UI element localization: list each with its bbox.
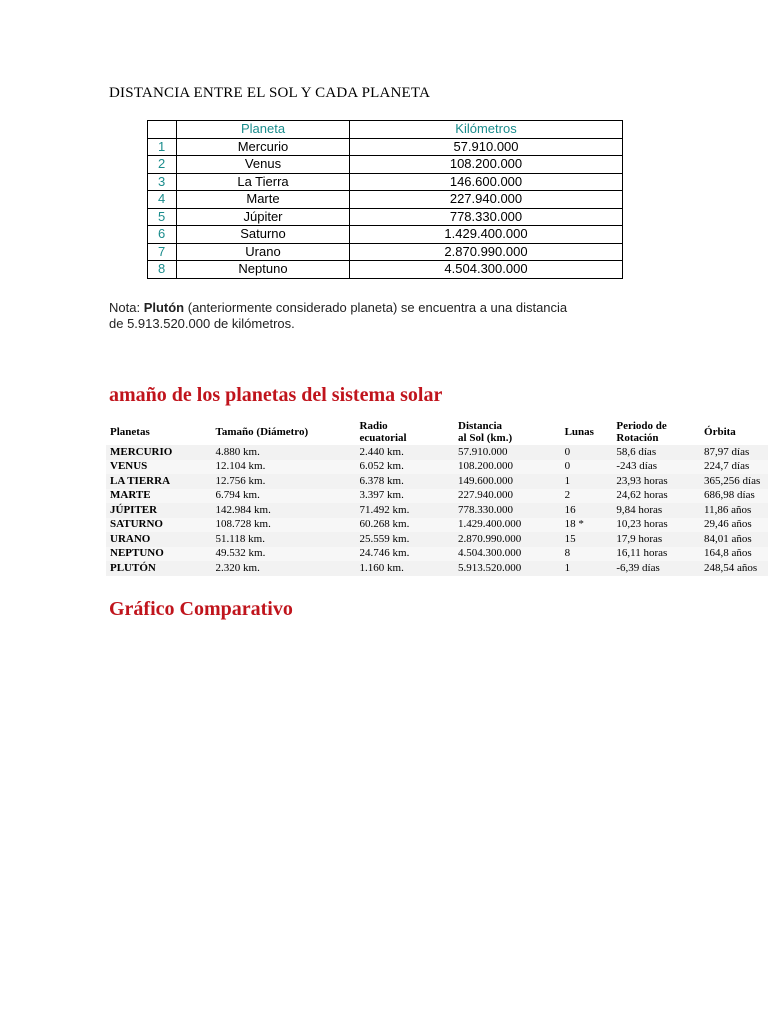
row-number: 3 (148, 173, 177, 191)
planet-orbit: 686,98 días (704, 489, 755, 502)
planet-name: PLUTÓN (110, 561, 156, 574)
planet-name: MERCURIO (110, 445, 173, 458)
planet-name: Neptuno (177, 261, 350, 279)
table-row (106, 532, 768, 547)
planet-orbit: 248,54 años (704, 561, 758, 574)
chart-section-heading: Gráfico Comparativo (109, 598, 293, 620)
planet-moons: 15 (564, 532, 576, 545)
row-number: 5 (148, 208, 177, 226)
planet-rotation: -6,39 días (616, 561, 660, 574)
planet-moons: 1 (564, 474, 571, 487)
header-periodo-line2: Rotación (616, 431, 659, 444)
header-kilometros: Kilómetros (350, 121, 623, 139)
table-row (148, 261, 623, 279)
row-number: 7 (148, 243, 177, 261)
header-radio-line1: Radio (359, 419, 388, 432)
planet-rotation: 9,84 horas (616, 503, 663, 516)
table-row (148, 208, 623, 226)
header-distancia (454, 418, 561, 445)
planet-distance: 227.940.000 (350, 191, 623, 209)
planet-distance: 108.200.000 (350, 156, 623, 174)
table-row (148, 226, 623, 244)
row-number: 1 (148, 138, 177, 156)
planet-size: 12.104 km. (215, 460, 266, 473)
planet-name: SATURNO (110, 518, 163, 531)
planet-orbit: 87,97 días (704, 445, 750, 458)
planet-radius: 1.160 km. (359, 561, 404, 574)
planet-size: 2.320 km. (215, 561, 260, 574)
table-row (106, 474, 768, 489)
planet-distance: 227.940.000 (458, 489, 514, 502)
planet-rotation: 10,23 horas (616, 518, 668, 531)
table-row (106, 460, 768, 475)
planet-name: Mercurio (177, 138, 350, 156)
planet-name: Júpiter (177, 208, 350, 226)
pluto-note (109, 300, 629, 332)
planet-moons: 2 (564, 489, 571, 502)
distance-table (147, 120, 623, 279)
planet-moons: 18 * (564, 518, 584, 531)
table-row (106, 445, 768, 460)
planet-distance: 4.504.300.000 (458, 547, 522, 560)
size-section-heading: amaño de los planetas del sistema solar (109, 384, 443, 406)
table-row (106, 547, 768, 562)
table-row (148, 173, 623, 191)
planet-orbit: 11,86 años (704, 503, 752, 516)
planet-radius: 2.440 km. (359, 445, 404, 458)
planet-distance: 1.429.400.000 (458, 518, 522, 531)
planet-rotation: 16,11 horas (616, 547, 668, 560)
planet-radius: 60.268 km. (359, 518, 410, 531)
planet-name: Marte (177, 191, 350, 209)
header-radio-line2: ecuatorial (359, 431, 407, 444)
planet-name: La Tierra (177, 173, 350, 191)
planet-radius: 3.397 km. (359, 489, 404, 502)
note-prefix: Nota: (109, 300, 144, 315)
planet-name: VENUS (110, 460, 148, 473)
planet-size: 108.728 km. (215, 518, 271, 531)
planet-radius: 6.052 km. (359, 460, 404, 473)
planet-distance: 778.330.000 (350, 208, 623, 226)
header-planeta: Planeta (177, 121, 350, 139)
planet-name: NEPTUNO (110, 547, 164, 560)
planet-distance: 5.913.520.000 (458, 561, 522, 574)
header-tamano: Tamaño (Diámetro) (215, 425, 309, 438)
page-title: DISTANCIA ENTRE EL SOL Y CADA PLANETA (109, 85, 431, 101)
planet-size: 142.984 km. (215, 503, 271, 516)
planet-size: 51.118 km. (215, 532, 265, 545)
table-row (106, 489, 768, 504)
note-text: (anteriormente considerado planeta) se encuentra a una distancia (184, 300, 568, 315)
header-periodo-line1: Periodo de (616, 419, 667, 432)
planet-orbit: 29,46 años (704, 518, 752, 531)
planet-distance: 57.910.000 (350, 138, 623, 156)
header-distancia-line2: al Sol (km.) (458, 431, 513, 444)
planet-size: 6.794 km. (215, 489, 260, 502)
header-radio (356, 418, 454, 445)
header-orbita: Órbita (704, 425, 736, 438)
row-number: 6 (148, 226, 177, 244)
planet-moons: 16 (564, 503, 576, 516)
table-header-row (148, 121, 623, 139)
planet-rotation: 24,62 horas (616, 489, 668, 502)
table-row (148, 156, 623, 174)
table-row (106, 518, 768, 533)
table-row (106, 561, 768, 576)
planet-moons: 8 (564, 547, 571, 560)
row-number: 8 (148, 261, 177, 279)
planet-moons: 0 (564, 460, 571, 473)
planet-rotation: 17,9 horas (616, 532, 663, 545)
header-number (148, 121, 177, 139)
planet-distance: 778.330.000 (458, 503, 514, 516)
planet-radius: 71.492 km. (359, 503, 410, 516)
header-lunas: Lunas (564, 425, 594, 438)
note-bold-pluton: Plutón (143, 300, 185, 315)
row-number: 2 (148, 156, 177, 174)
header-distancia-line1: Distancia (458, 419, 503, 432)
planet-name: Urano (177, 243, 350, 261)
planet-rotation: -243 días (616, 460, 658, 473)
note-line-2: de 5.913.520.000 de kilómetros. (109, 316, 295, 331)
planet-orbit: 365,256 días (704, 474, 761, 487)
planet-distance: 57.910.000 (458, 445, 508, 458)
planet-orbit: 164,8 años (704, 547, 752, 560)
planet-rotation: 58,6 días (616, 445, 657, 458)
planet-name: Venus (177, 156, 350, 174)
planet-distance: 4.504.300.000 (350, 261, 623, 279)
planet-radius: 25.559 km. (359, 532, 410, 545)
planet-distance: 108.200.000 (458, 460, 514, 473)
table-row (148, 138, 623, 156)
planet-distance: 1.429.400.000 (350, 226, 623, 244)
planet-size: 49.532 km. (215, 547, 266, 560)
planet-distance: 2.870.990.000 (350, 243, 623, 261)
planet-distance: 2.870.990.000 (458, 532, 522, 545)
table-header-row (106, 418, 768, 445)
planet-name: JÚPITER (110, 503, 158, 516)
planet-distance: 149.600.000 (458, 474, 514, 487)
row-number: 4 (148, 191, 177, 209)
planet-name: LA TIERRA (110, 474, 171, 487)
planet-radius: 6.378 km. (359, 474, 404, 487)
table-row (148, 243, 623, 261)
planet-size: 12.756 km. (215, 474, 266, 487)
planet-name: URANO (110, 532, 151, 545)
header-periodo (612, 418, 700, 445)
planet-moons: 1 (564, 561, 571, 574)
table-row (148, 191, 623, 209)
planet-size: 4.880 km. (215, 445, 260, 458)
table-row (106, 503, 768, 518)
planet-orbit: 224,7 días (704, 460, 750, 473)
planet-distance: 146.600.000 (350, 173, 623, 191)
planet-name: Saturno (177, 226, 350, 244)
planet-moons: 0 (564, 445, 571, 458)
planets-table (106, 418, 768, 576)
planet-radius: 24.746 km. (359, 547, 410, 560)
planet-name: MARTE (110, 489, 151, 502)
planet-rotation: 23,93 horas (616, 474, 668, 487)
header-planetas: Planetas (110, 425, 150, 438)
planet-orbit: 84,01 años (704, 532, 752, 545)
